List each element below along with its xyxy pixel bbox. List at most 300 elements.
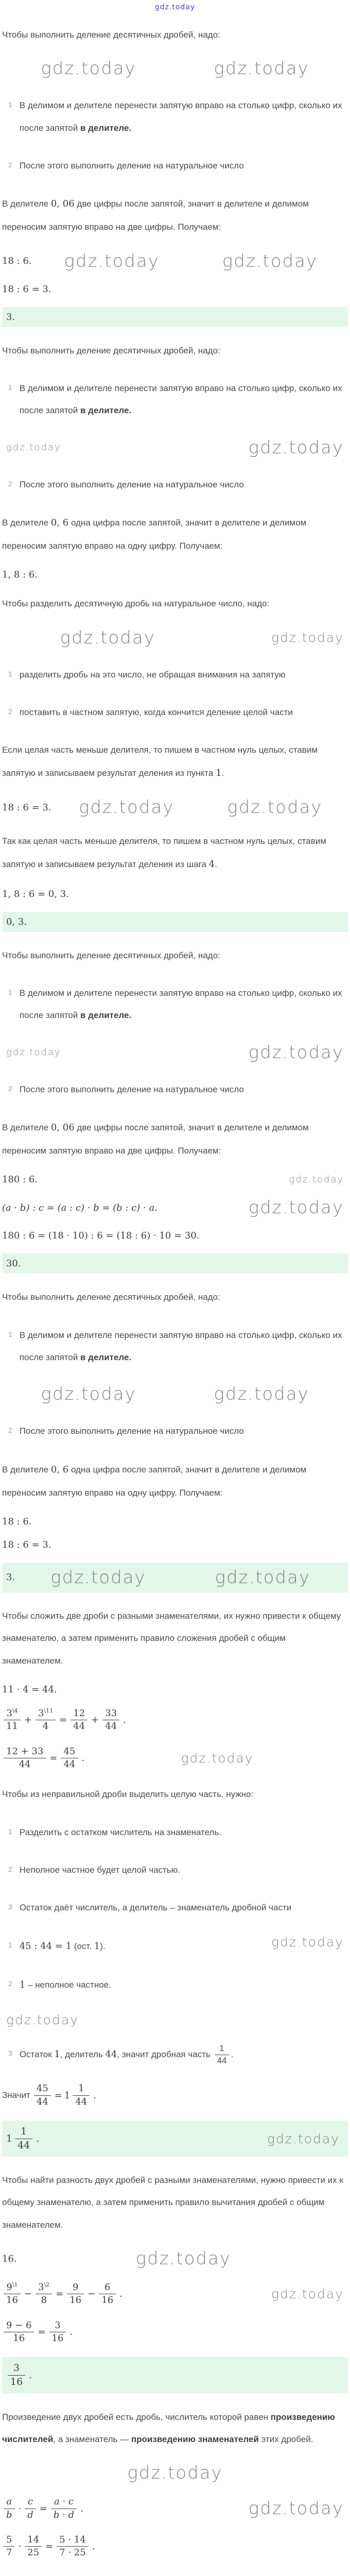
math-text: 11 · 4 = 44.	[2, 1684, 57, 1695]
math-text: 3.	[6, 1572, 15, 1583]
fraction-numerator	[99, 2281, 116, 2294]
list-item-number: 2	[8, 479, 12, 488]
fraction	[8, 2362, 25, 2388]
text-run: 4	[208, 858, 215, 870]
paragraph	[2, 1458, 348, 1504]
bold-text: произведению числителей	[2, 2412, 335, 2444]
fraction	[49, 2319, 66, 2345]
fraction	[73, 2082, 90, 2108]
text-run: 1	[216, 767, 222, 778]
fraction-denominator	[36, 2294, 52, 2307]
watermark-text: gdz.today	[41, 58, 136, 79]
math-line	[2, 1174, 348, 1185]
fraction-numerator	[51, 2496, 77, 2509]
fraction-numerator-value: 3	[55, 2319, 61, 2331]
label-text: Значит	[2, 2090, 30, 2100]
watermark-text: gdz.today	[227, 797, 323, 818]
list-item	[2, 1896, 348, 1919]
fraction-numerator-value: 12	[73, 1707, 85, 1719]
text-run: 44	[105, 2049, 117, 2060]
list-item-text	[20, 1324, 348, 1369]
fraction-numerator	[25, 2496, 36, 2509]
fraction-numerator	[25, 2534, 42, 2547]
math-line	[2, 2496, 348, 2521]
fraction	[215, 2043, 230, 2067]
fraction	[4, 1745, 46, 1771]
fraction-numerator	[34, 2082, 51, 2095]
fraction-numerator	[4, 1745, 46, 1758]
math-text: =	[54, 2090, 62, 2101]
text-run: Чтобы сложить две дроби с разными знаменателями, их нужно привести к общему знаменателю, а затем применить правило сложения дробей с общим знаменателем.	[2, 1611, 341, 1666]
fraction-numerator-value: 45	[63, 1745, 76, 1757]
fraction-numerator	[73, 2082, 90, 2095]
answer-highlight	[2, 1253, 348, 1274]
cancel-mark: \2	[44, 2281, 50, 2289]
fraction-denominator	[25, 2509, 36, 2521]
math-line	[2, 2082, 348, 2108]
math-line	[2, 2319, 348, 2345]
fraction	[99, 2281, 116, 2307]
fraction-numerator-value: 45	[36, 2083, 48, 2094]
fraction-term: 3	[38, 2282, 44, 2293]
fraction	[25, 2496, 36, 2521]
fraction-term: 3	[6, 1707, 12, 1719]
fraction-denominator	[67, 2294, 84, 2307]
list-item	[2, 701, 348, 723]
answer-highlight	[2, 2357, 348, 2393]
math-text: .	[119, 2289, 122, 2300]
fraction-denominator	[15, 2139, 32, 2153]
fraction-denominator	[4, 1758, 46, 1771]
fraction	[36, 1707, 56, 1733]
watermark-text: gdz.today	[271, 1934, 344, 1950]
fraction-denominator	[57, 2547, 89, 2559]
fraction-numerator	[4, 2496, 15, 2509]
bold-text: в делителе.	[80, 123, 132, 133]
math-text: =	[56, 2289, 64, 2300]
list-item-text	[20, 94, 348, 139]
mixed-number	[64, 2082, 91, 2108]
fraction-denominator-value: 8	[41, 2295, 47, 2306]
watermark-text: gdz.today	[248, 2498, 344, 2519]
watermark-text: gdz.today	[215, 1567, 310, 1588]
math-line	[2, 1230, 348, 1241]
paragraph	[2, 1605, 348, 1672]
text-run: После этого выполнить деление на натуральное число	[19, 479, 244, 489]
math-text: 16.	[2, 2253, 17, 2264]
watermark-row	[2, 1384, 348, 1404]
fraction-denominator	[34, 2096, 51, 2108]
text-run: Чтобы разделить десятичную дробь на натуральное число, надо:	[2, 599, 270, 609]
fraction-numerator	[57, 2534, 89, 2547]
math-text: 30.	[6, 1258, 21, 1269]
math-text: (a · b) : c = (a : c) · b = (b : c) · a.	[2, 1202, 157, 1213]
fraction-denominator-value: 25	[27, 2547, 40, 2558]
text-run: 0, 6	[50, 517, 69, 528]
list-item	[2, 1973, 348, 1997]
math-line	[2, 2248, 348, 2269]
math-text: 18 : 6.	[2, 256, 32, 267]
math-text: 18 : 6.	[2, 1516, 32, 1527]
math-text: 180 : 6.	[2, 1174, 38, 1185]
fraction-denominator	[215, 2055, 230, 2067]
text-run: разделить дробь на это число, не обращая внимания на запятую	[19, 669, 286, 680]
fraction-numerator-value: 14	[27, 2534, 40, 2545]
watermark-row	[2, 2012, 348, 2027]
solution-content	[2, 24, 348, 2576]
fraction-numerator	[4, 1707, 21, 1720]
fraction-numerator-value: 1	[21, 2125, 27, 2137]
fraction-numerator-value: 5	[6, 2534, 12, 2545]
fraction-numerator	[36, 1707, 56, 1720]
list-item	[2, 1859, 348, 1881]
watermark-text: gdz.today	[79, 797, 174, 818]
fraction-numerator	[36, 2281, 52, 2294]
math-line	[2, 569, 348, 580]
fraction-denominator	[4, 2332, 34, 2345]
answer-highlight	[2, 307, 348, 327]
watermark-text: gdz.today	[135, 2248, 231, 2269]
math-text: 0, 3.	[6, 916, 27, 927]
fraction-denominator-value: b	[6, 2509, 12, 2520]
list-item	[2, 1420, 348, 1442]
math-text: .	[93, 2090, 96, 2101]
text-run: две цифры после запятой, значит в делителе и делимом переносим запятую вправо на две цифры. Получаем:	[2, 1123, 309, 1156]
math-line	[2, 797, 348, 818]
math-text: 1, 8 : 6 = 0, 3.	[2, 888, 69, 900]
list-item	[2, 1821, 348, 1843]
watermark-text: gdz.today	[214, 58, 309, 79]
list-item	[2, 2043, 348, 2067]
fraction-denominator	[4, 2294, 21, 2307]
paragraph	[2, 1286, 348, 1308]
math-line	[2, 2281, 348, 2307]
text-run: Чтобы выполнить деление десятичных дробей, надо:	[2, 950, 220, 960]
fraction	[57, 2534, 89, 2560]
fraction-denominator	[25, 2547, 42, 2559]
text-run: 1	[19, 1979, 26, 1991]
fraction	[4, 1707, 21, 1733]
bold-text: в делителе.	[80, 1010, 132, 1021]
list-item	[2, 155, 348, 177]
fraction-denominator	[4, 2547, 14, 2559]
list-item-text	[20, 1420, 244, 1442]
paragraph	[2, 944, 348, 967]
math-line	[2, 1684, 348, 1695]
fraction-denominator-value: 44	[36, 2096, 48, 2107]
text-run: После этого выполнить деление на натуральное число	[19, 161, 244, 171]
list-item-text	[20, 1821, 221, 1843]
fraction	[51, 2496, 77, 2521]
text-run: В делителе	[2, 1123, 51, 1133]
fraction-term: 9	[6, 2282, 12, 2293]
list-item-text	[20, 1078, 244, 1100]
math-line	[2, 1539, 348, 1550]
text-run: 45 : 44 = 1	[19, 1940, 72, 1952]
fraction-numerator-value: 3	[13, 2362, 20, 2374]
answer-highlight	[2, 2121, 348, 2157]
watermark-text: gdz.today	[248, 1042, 344, 1063]
paragraph	[2, 2406, 348, 2451]
fraction-denominator	[51, 2509, 77, 2521]
text-run: Так как целая часть меньше делителя, то пишем в частном нуль целых, ставим запятую и записываем результат деления из шага	[2, 836, 326, 869]
list-item-text	[20, 1896, 291, 1919]
math-text: −	[24, 2289, 32, 2300]
fraction-denominator-value: 44	[105, 1721, 117, 1732]
watermark-text: gdz.today	[214, 1384, 309, 1405]
fraction-denominator-value: 16	[10, 2376, 23, 2387]
paragraph	[2, 592, 348, 615]
math-line	[2, 284, 348, 295]
watermark-text: gdz.today	[50, 1567, 146, 1588]
fraction-denominator	[99, 2294, 116, 2307]
list-item-text	[20, 701, 293, 723]
text-run: .	[231, 2049, 234, 2060]
text-run: После этого выполнить деление на натуральное число	[19, 1426, 244, 1436]
fraction-numerator	[4, 2319, 34, 2332]
text-run: , делитель	[60, 2049, 106, 2060]
fraction-term: 3	[38, 1707, 44, 1719]
fraction-denominator	[4, 1720, 21, 1733]
text-run: Чтобы из неправильной дроби выделить целую часть, нужно:	[2, 1789, 254, 1800]
list-item-number: 1	[8, 383, 12, 392]
bold-text: в делителе.	[80, 1352, 132, 1363]
watermark-text: gdz.today	[127, 2463, 223, 2484]
watermark-text: gdz.today	[267, 2131, 340, 2146]
text-run: 1	[94, 1940, 100, 1952]
math-text: .	[92, 2541, 95, 2552]
paragraph	[2, 1783, 348, 1805]
text-run: этих дробей.	[258, 2434, 313, 2444]
watermark-row	[2, 628, 348, 648]
fraction	[4, 2319, 34, 2345]
text-run: 0, 06	[50, 1122, 75, 1133]
fraction	[36, 2281, 52, 2307]
math-text: .	[36, 2133, 40, 2144]
fraction-numerator-value: 1	[78, 2083, 84, 2094]
paragraph	[2, 340, 348, 362]
text-run: , значит дробная часть	[117, 2049, 213, 2060]
fraction-numerator-value: 12 + 33	[6, 1745, 44, 1757]
paragraph	[2, 830, 348, 876]
watermark-text: gdz.today	[271, 630, 344, 646]
fraction-denominator-value: 16	[101, 2295, 114, 2306]
fraction-denominator-value: 44	[18, 2139, 30, 2151]
list-item-text	[20, 664, 286, 686]
watermark-text: gdz.today	[41, 1384, 136, 1405]
text-run: Если целая часть меньше делителя, то пишем в частном нуль целых, ставим запятую и записываем результат деления из пункта	[2, 745, 318, 778]
watermark-text: gdz.today	[248, 1197, 344, 1218]
fraction-denominator-value: 44	[217, 2056, 227, 2066]
list-item	[2, 377, 348, 422]
paragraph	[2, 739, 348, 785]
fraction-numerator	[61, 1745, 78, 1758]
text-run: Чтобы найти разность двух дробей с разными знаменателями, нужно привести их к общему знаменателю, а затем применить правило вычитания дробей с общим знаменателем.	[2, 2175, 343, 2230]
fraction-numerator-value: a	[6, 2496, 12, 2507]
fraction-numerator-value: 9	[72, 2282, 79, 2293]
math-text: .	[123, 1715, 126, 1726]
text-run: поставить в частном запятую, когда кончится деление целой части	[19, 707, 293, 717]
list-item-text	[20, 1935, 106, 1958]
fraction	[25, 2534, 42, 2560]
watermark-row	[2, 2463, 348, 2483]
fraction-denominator-value: 7	[6, 2547, 12, 2558]
fraction-numerator	[15, 2125, 32, 2139]
list-item-number: 2	[8, 1084, 12, 1093]
math-text: ·	[18, 2503, 22, 2514]
answer-highlight	[2, 1563, 348, 1592]
fraction-numerator	[4, 2281, 21, 2294]
text-run: В делителе	[2, 517, 51, 528]
math-line	[2, 251, 348, 272]
math-text: .	[29, 2370, 32, 2381]
math-text: 180 : 6 = (18 · 10) : 6 = (18 : 6) · 10 = 30.	[2, 1230, 200, 1242]
list-item-number: 2	[8, 1426, 12, 1435]
watermark-row	[2, 1042, 348, 1063]
list-item-number: 3	[8, 2049, 12, 2058]
site-logo-link[interactable]: gdz.today	[154, 3, 196, 11]
watermark-text: gdz.today	[6, 2012, 79, 2028]
math-line	[2, 1516, 348, 1527]
list-item	[2, 664, 348, 686]
paragraph	[2, 192, 348, 238]
math-text: 18 : 6 = 3.	[2, 1539, 51, 1550]
fraction-numerator	[67, 2281, 84, 2294]
watermark-text: gdz.today	[64, 250, 160, 272]
list-item	[2, 94, 348, 139]
fraction-denominator-value: 16	[6, 2295, 18, 2306]
list-item-number: 2	[8, 161, 12, 170]
fraction-denominator-value: 16	[51, 2333, 64, 2344]
math-text: 18 : 6 = 3.	[2, 283, 51, 295]
math-line	[2, 1197, 348, 1218]
watermark-row	[2, 58, 348, 79]
fraction	[4, 2534, 14, 2560]
math-text: 1, 8 : 6.	[2, 569, 38, 581]
paragraph	[2, 2572, 348, 2576]
list-item-number: 1	[8, 1827, 12, 1836]
fraction-denominator-value: 16	[13, 2333, 25, 2344]
fraction-denominator-value: 7 · 25	[59, 2547, 86, 2558]
text-run: (ост.	[72, 1941, 94, 1951]
text-run: Разделить с остатком числитель на знаменатель.	[19, 1827, 222, 1837]
text-run: одна цифра после запятой, значит в делителе и делимом переносим запятую вправо на одну цифру. Получаем:	[2, 1464, 307, 1498]
fraction-denominator-value: 4	[42, 1721, 49, 1732]
cancel-mark: \11	[44, 1707, 54, 1714]
math-text: =	[45, 2541, 54, 2552]
fraction-denominator	[4, 2509, 15, 2521]
text-run: 0, 06	[50, 198, 75, 210]
fraction	[34, 2082, 51, 2108]
fraction-denominator	[102, 1720, 119, 1733]
math-text: =	[49, 1752, 58, 1764]
fraction-numerator-value: c	[27, 2496, 33, 2507]
list-item-number: 1	[8, 669, 12, 678]
fraction	[71, 1707, 87, 1733]
fraction	[102, 1707, 119, 1733]
fraction-numerator	[102, 1707, 119, 1720]
math-text: +	[91, 1715, 99, 1726]
text-run: одна цифра после запятой, значит в делителе и делимом переносим запятую вправо на одну цифру. Получаем:	[2, 517, 307, 551]
paragraph	[2, 2169, 348, 2236]
math-text: −	[87, 2289, 96, 2300]
math-text: =	[39, 2503, 47, 2514]
fraction-denominator	[71, 1720, 87, 1733]
cancel-mark: \1	[12, 2281, 18, 2289]
math-line	[2, 1707, 348, 1733]
list-item-text	[20, 982, 348, 1027]
watermark-text: gdz.today	[271, 2286, 344, 2302]
text-run: – неполное частное.	[25, 1980, 111, 1990]
fraction-denominator-value: 44	[75, 2096, 87, 2107]
fraction	[4, 2496, 15, 2521]
fraction	[4, 2281, 21, 2307]
text-run: , а знаменатель —	[53, 2434, 131, 2444]
list-item-text	[20, 377, 348, 422]
text-run: Чтобы выполнить деление десятичных дробей, надо:	[2, 1292, 220, 1302]
fraction	[15, 2125, 32, 2152]
text-run: .	[221, 768, 224, 778]
watermark-text: gdz.today	[60, 627, 155, 648]
cancel-mark: \4	[12, 1707, 18, 1714]
fraction-denominator	[73, 2096, 90, 2108]
text-run: После этого выполнить деление на натуральное число	[19, 1084, 244, 1094]
math-text: +	[24, 1715, 32, 1726]
paragraph	[2, 511, 348, 557]
bold-text: произведению знаменателей	[131, 2434, 259, 2444]
text-run: В делимом и делителе перенести запятую вправо на столько цифр, сколько их после запятой	[19, 988, 342, 1021]
math-text: =	[59, 1715, 67, 1726]
fraction-denominator	[36, 1720, 56, 1733]
text-run: В делимом и делителе перенести запятую вправо на столько цифр, сколько их после запятой	[19, 1330, 342, 1363]
paragraph	[2, 1116, 348, 1162]
fraction-denominator-value: 16	[69, 2295, 82, 2306]
list-item-number: 1	[8, 1330, 12, 1338]
text-run: Неполное частное будет целой частью.	[19, 1865, 181, 1875]
list-item	[2, 1324, 348, 1369]
paragraph	[2, 24, 348, 46]
fraction-numerator	[8, 2362, 25, 2376]
answer-highlight	[2, 912, 348, 932]
fraction-numerator-value: a · c	[54, 2496, 74, 2507]
list-item	[2, 1935, 348, 1958]
list-item-text	[20, 473, 244, 496]
text-run: Произведение двух дробей есть дробь, числитель которой равен	[2, 2412, 271, 2422]
mixed-whole: 1	[6, 2133, 13, 2144]
fraction-numerator	[215, 2043, 230, 2055]
watermark-text: gdz.today	[289, 1174, 344, 1185]
math-text: 18 : 6 = 3.	[2, 802, 51, 813]
math-line	[2, 2534, 348, 2560]
text-run: две цифры после запятой, значит в делителе и делимом переносим запятую вправо на две цифры. Получаем:	[2, 199, 309, 232]
list-item-number: 2	[8, 707, 12, 716]
math-line	[2, 1745, 348, 1771]
watermark-text: gdz.today	[181, 1750, 254, 1766]
list-item-number: 1	[8, 100, 12, 109]
text-run: .	[215, 859, 217, 869]
fraction	[67, 2281, 84, 2307]
mixed-whole: 1	[64, 2090, 71, 2101]
text-run: 1	[54, 2049, 60, 2060]
math-text: .	[69, 2327, 73, 2338]
watermark-text: gdz.today	[248, 437, 344, 458]
text-run: Остаток	[19, 2049, 55, 2060]
bold-text: в делителе.	[80, 405, 132, 416]
fraction-denominator	[8, 2376, 25, 2389]
list-item-number: 1	[8, 988, 12, 997]
list-item-number: 3	[8, 1903, 12, 1911]
math-text: .	[80, 2503, 83, 2514]
